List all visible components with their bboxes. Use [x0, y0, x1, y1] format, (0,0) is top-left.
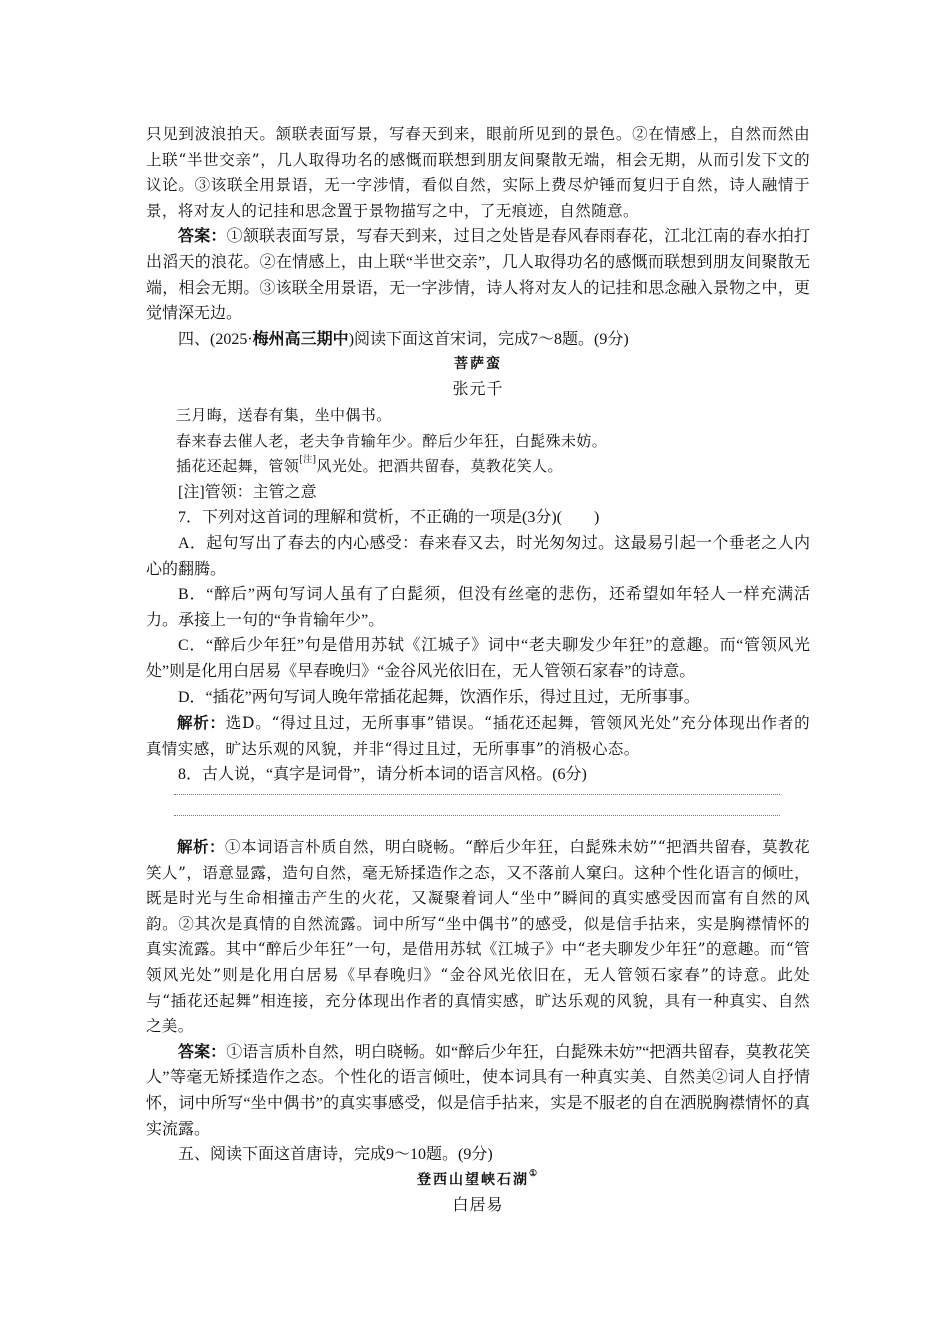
question-7-stem: 7．下列对这首词的理解和赏析，不正确的一项是(3分)( ): [178, 509, 600, 527]
footnote-marker: [注]: [299, 455, 317, 466]
question-8-answer: [146, 1040, 810, 1142]
section-4-heading: [146, 327, 810, 353]
question-7-analysis: [146, 710, 810, 762]
footnote-marker-2: ①: [528, 1168, 540, 1179]
poem-preface: 三月晦，送春有集，坐中偶书。: [176, 406, 392, 425]
poem-title: 菩萨蛮: [454, 356, 502, 373]
question-8-analysis: [146, 834, 810, 1040]
poem-line-2-part-b: 风光处。把酒共留春，莫教花笑人。: [316, 457, 563, 476]
answer-label: 答案：: [178, 228, 227, 246]
question-7-option-a: A．起句写出了春去的内心感受：春来春又去，时光匆匆过。这最易引起一个垂老之人内心的翻腾。: [146, 535, 810, 578]
section-4-suffix: )阅读下面这首宋词，完成7～8题。(9分): [348, 330, 629, 348]
poem-line-2: [146, 454, 810, 480]
poem-line-2-part-a: 插花还起舞，管领: [176, 457, 300, 476]
analysis-label: 解析：: [177, 713, 226, 733]
answer-text: ①语言质朴自然，明白晓畅。如“醉后少年狂，白髭殊未妨”“把酒共留春，莫教花笑人”等毫无矫揉造作之态。个性化的语言倾吐，使本词具有一种真实美、自然美②词人自抒情怀，词中所写“坐中偶书”的真实事感受，似是信手拈来，实是不服老的自在洒脱胸襟情怀的真实流露。: [146, 1043, 810, 1138]
section-5-heading: 五、阅读下面这首唐诗，完成9～10题。(9分): [178, 1146, 493, 1164]
poem-title-2: [146, 1168, 810, 1193]
question-8-stem: 8．古人说，“真字是词骨”，请分析本词的语言风格。(6分): [178, 766, 587, 784]
question-7-option-b: B．“醉后”两句写词人虽有了白髭须，但没有丝毫的悲伤，还希望如年轻人一样充满活力。承接上一句的“争肯输年少”。: [146, 586, 810, 629]
section-4-prefix: 四、(2025·: [178, 330, 253, 348]
answer-paragraph-1: [146, 224, 810, 326]
analysis-text: ①本词语言朴质自然，明白晓畅。“醉后少年狂，白髭殊未妨”“把酒共留春，莫教花笑人”，语意显露，造句自然，毫无矫揉造作之态，又不落前人窠臼。这种个性化语言的倾吐，既是时光与生命相撞击产生的火花，又凝聚着词人“坐中”瞬间的真实感受因而富有自然的风韵。②其次是真情的自然流露。词中所写“坐中偶书”的感受，似是信手拈来，实是胸襟情怀的真实流露。其中“醉后少年狂”一句，是借用苏轼《江城子》中“老夫聊发少年狂”的意趣。而“管领风光处”则是化用白居易《早春晚归》“金谷风光依旧在，无人管领石家春”的诗意。此处与“插花还起舞”相连接，充分体现出作者的真情实感，旷达乐观的风貌，具有一种真实、自然之美。: [146, 837, 810, 1036]
document-page: [146, 122, 810, 1219]
analysis-text: 选D。“得过且过，无所事事”错误。“插花还起舞，管领风光处”充分体现出作者的真情实感，旷达乐观的风貌，并非“得过且过，无所事事”的消极心态。: [146, 714, 811, 758]
spacer: [146, 816, 810, 834]
answer-text: ①颔联表面写景，写春天到来，过目之处皆是春风春雨春花，江北江南的春水拍打出滔天的浪花。②在情感上，由上联“半世交亲”，几人取得功名的感慨而联想到朋友间聚散无端，相会无期。③该联全用景语，无一字涉情，诗人将对友人的记挂和思念融入景物之中，更觉情深无边。: [146, 228, 810, 323]
poem-author-2: 白居易: [452, 1196, 504, 1214]
analysis-label: 解析：: [177, 836, 225, 856]
question-7-option-c: C．“醉后少年狂”句是借用苏轼《江城子》词中“老夫聊发少年狂”的意趣。而“管领风光处”则是化用白居易《早春晚归》“金谷风光依旧在，无人管领石家春”的诗意。: [146, 637, 810, 680]
section-4-source: 梅州高三期中: [252, 330, 349, 348]
intro-paragraph: 只见到波浪拍天。颔联表面写景，写春天到来，眼前所见到的景色。②在情感上，自然而然由上联“半世交亲”，几人取得功名的感慨而联想到朋友间聚散无端，相会无期，从而引发下文的议论。③该联全用景语，无一字涉情，看似自然，实际上费尽炉锤而复归于自然，诗人融情于景，将对友人的记挂和思念置于景物描写之中，了无痕迹，自然随意。: [146, 125, 810, 220]
poem-line-1: 春来春去催人老，老夫争肯输年少。醉后少年狂，白髭殊未妨。: [176, 431, 608, 450]
poem-title-2-text: 登西山望峡石湖: [416, 1171, 529, 1188]
poem-author: 张元千: [452, 381, 504, 399]
answer-label: 答案：: [178, 1043, 227, 1061]
question-7-option-d: D．“插花”两句写词人晚年常插花起舞，饮酒作乐，得过且过，无所事事。: [178, 688, 700, 706]
answer-line-1: [174, 794, 780, 795]
poem-note: [注]管领：主管之意: [178, 483, 317, 501]
